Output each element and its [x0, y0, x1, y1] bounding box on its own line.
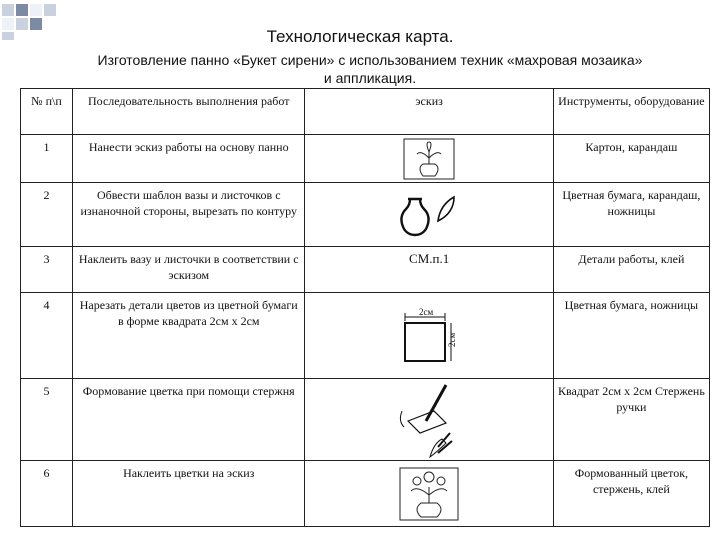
- dim-side-label: 2см: [447, 332, 458, 347]
- row-step: Обвести шаблон вазы и листочков с изнаночной стороны, вырезать по контуру: [72, 183, 305, 247]
- square-2cm-sketch-icon: [397, 307, 461, 365]
- rod-forming-sketch-icon: [394, 381, 464, 459]
- row-tools: Формованный цветок, стержень, клей: [553, 461, 709, 527]
- vase-and-leaf-sketch-icon: [394, 191, 464, 239]
- table-header-row: [21, 89, 710, 135]
- row-step: Нанести эскиз работы на основу панно: [72, 135, 305, 183]
- table-row: [21, 183, 710, 247]
- table-row: [21, 293, 710, 379]
- row-step: Наклеить вазу и листочки в соответствии с эскизом: [72, 247, 305, 293]
- dim-top-label: 2см: [419, 306, 434, 317]
- header-tools: Инструменты, оборудование: [553, 89, 709, 135]
- row-tools: Квадрат 2см х 2см Стержень ручки: [553, 379, 709, 461]
- row-step: Формование цветка при помощи стержня: [72, 379, 305, 461]
- row-step: Наклеить цветки на эскиз: [72, 461, 305, 527]
- row-num: 5: [21, 379, 73, 461]
- row-tools: Картон, карандаш: [553, 135, 709, 183]
- page-title: Технологическая карта.: [266, 27, 454, 46]
- header-num: № п\п: [21, 89, 73, 135]
- row-tools: Цветная бумага, карандаш, ножницы: [553, 183, 709, 247]
- row-num: 6: [21, 461, 73, 527]
- subtitle-line-2: и аппликация.: [323, 70, 417, 86]
- table-row: [21, 135, 710, 183]
- row-num: 2: [21, 183, 73, 247]
- sketch-cell: [305, 461, 553, 527]
- table-row: [21, 247, 710, 293]
- tech-card-table: [20, 88, 710, 527]
- row-step: Нарезать детали цветов из цветной бумаги в форме квадрата 2см х 2см: [72, 293, 305, 379]
- subtitle-line-1: Изготовление панно «Букет сирени» с использованием техник «махровая мозаика»: [97, 52, 643, 68]
- bouquet-sketch-icon: [399, 467, 459, 521]
- row-tools: Цветная бумага, ножницы: [553, 293, 709, 379]
- sketch-cell: [305, 379, 553, 461]
- table-row: [21, 461, 710, 527]
- row-tools: Детали работы, клей: [553, 247, 709, 293]
- row-num: 3: [21, 247, 73, 293]
- table-row: [21, 379, 710, 461]
- row-sketch-text: СМ.п.1: [305, 247, 553, 293]
- flower-vase-sketch-icon: [403, 138, 455, 180]
- row-num: 1: [21, 135, 73, 183]
- row-num: 4: [21, 293, 73, 379]
- sketch-cell: [305, 293, 553, 379]
- sketch-cell: [305, 135, 553, 183]
- sketch-cell: [305, 183, 553, 247]
- header-sequence: Последовательность выполнения работ: [72, 89, 305, 135]
- header-sketch: эскиз: [305, 89, 553, 135]
